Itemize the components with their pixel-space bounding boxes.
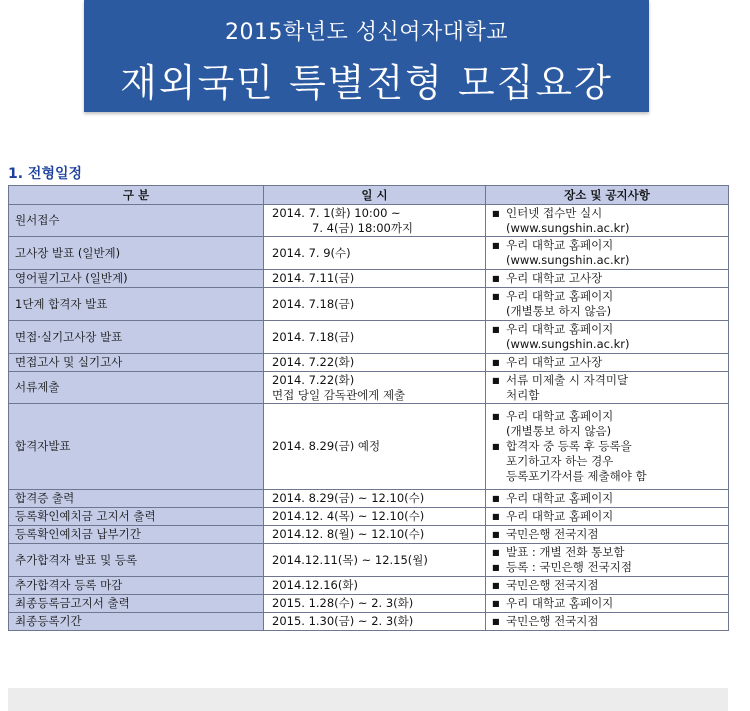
row-notes (486, 270, 729, 288)
square-bullet-icon: ■ (492, 548, 500, 557)
note-item (492, 271, 724, 286)
schedule-table (8, 185, 729, 631)
date-line: 2015. 1.28(수) ~ 2. 3(화) (272, 596, 414, 610)
note-line: (개별통보 하지 않음) (506, 304, 612, 318)
row-date (264, 237, 486, 270)
date-line: 면접 당일 감독관에게 제출 (272, 387, 406, 402)
title-banner (84, 0, 649, 112)
row-date (264, 544, 486, 577)
row-notes (486, 372, 729, 404)
row-date (264, 508, 486, 526)
square-bullet-icon: ■ (492, 442, 500, 451)
date-line: 2014. 7.22(화) (272, 355, 355, 369)
note-line: 발표 : 개별 전화 통보함 (506, 545, 625, 559)
note-line: (www.sungshin.ac.kr) (506, 220, 630, 235)
row-notes (486, 577, 729, 595)
date-line: 2014. 7. 1(화) 10:00 ~ (272, 205, 401, 220)
square-bullet-icon: ■ (492, 325, 500, 334)
date-line: 2014. 7.18(금) (272, 329, 355, 344)
note-item (492, 509, 724, 524)
row-date (264, 321, 486, 354)
note-line: 우리 대학교 홈페이지 (506, 596, 614, 610)
table-row (9, 288, 729, 321)
row-notes (486, 544, 729, 577)
note-item (492, 560, 724, 575)
table-row (9, 321, 729, 354)
schedule-table-body (9, 205, 729, 631)
note-line: 우리 대학교 홈페이지 (506, 289, 614, 303)
note-line: 인터넷 접수만 실시 (506, 205, 603, 220)
row-category: 영어필기고사 (일반계) (9, 270, 264, 288)
note-item (492, 614, 724, 629)
note-item (492, 322, 724, 352)
table-row (9, 526, 729, 544)
row-notes (486, 237, 729, 270)
banner-title: 재외국민 특별전형 모집요강 (120, 61, 613, 105)
date-line: 2014.12. 8(월) ~ 12.10(수) (272, 527, 425, 541)
note-line: 우리 대학교 홈페이지 (506, 322, 614, 336)
note-line: 등록포기각서를 제출해야 함 (506, 469, 647, 483)
header-notes: 장소 및 공지사항 (486, 186, 729, 205)
table-header-row (9, 186, 729, 205)
date-line: 2014.12.16(화) (272, 578, 358, 592)
row-category: 최종등록기간 (9, 613, 264, 631)
row-date (264, 372, 486, 404)
square-bullet-icon: ■ (492, 581, 500, 590)
note-line: (www.sungshin.ac.kr) (506, 253, 630, 267)
row-date (264, 270, 486, 288)
square-bullet-icon: ■ (492, 292, 500, 301)
note-item (492, 491, 724, 506)
banner-subtitle: 2015학년도 성신여자대학교 (224, 20, 508, 45)
row-date (264, 354, 486, 372)
row-category: 면접·실기고사장 발표 (9, 321, 264, 354)
row-category: 최종등록금고지서 출력 (9, 595, 264, 613)
note-item (492, 409, 724, 439)
square-bullet-icon: ■ (492, 563, 500, 572)
square-bullet-icon: ■ (492, 599, 500, 608)
note-line: (개별통보 하지 않음) (506, 424, 612, 438)
note-item (492, 545, 724, 560)
date-line: 2014. 7.11(금) (272, 271, 355, 285)
note-item (492, 206, 724, 236)
square-bullet-icon: ■ (492, 617, 500, 626)
square-bullet-icon: ■ (492, 530, 500, 539)
row-date (264, 526, 486, 544)
date-line: 2014. 7.18(금) (272, 296, 355, 311)
row-date (264, 613, 486, 631)
row-date (264, 404, 486, 490)
row-notes (486, 613, 729, 631)
square-bullet-icon: ■ (492, 274, 500, 283)
note-line: 우리 대학교 고사장 (506, 355, 603, 369)
square-bullet-icon: ■ (492, 241, 500, 250)
square-bullet-icon: ■ (492, 494, 500, 503)
note-line: 포기하고자 하는 경우 (506, 454, 614, 468)
date-line: 2014. 7. 9(수) (272, 245, 351, 260)
row-notes (486, 526, 729, 544)
row-notes (486, 508, 729, 526)
date-line: 2014. 7.22(화) (272, 372, 355, 387)
date-line: 2014. 8.29(금) ~ 12.10(수) (272, 491, 425, 505)
note-line: 우리 대학교 홈페이지 (506, 509, 614, 523)
row-category: 합격증 출력 (9, 490, 264, 508)
table-row (9, 544, 729, 577)
bottom-bar (8, 688, 728, 711)
row-date (264, 595, 486, 613)
row-category: 고사장 발표 (일반계) (9, 237, 264, 270)
row-notes (486, 354, 729, 372)
row-date (264, 490, 486, 508)
square-bullet-icon: ■ (492, 208, 500, 218)
note-line: 우리 대학교 홈페이지 (506, 238, 614, 252)
table-row (9, 372, 729, 404)
row-notes (486, 321, 729, 354)
note-item (492, 596, 724, 611)
note-line: 우리 대학교 홈페이지 (506, 409, 614, 423)
table-row (9, 270, 729, 288)
row-date (264, 577, 486, 595)
note-line: 우리 대학교 홈페이지 (506, 491, 614, 505)
row-date (264, 288, 486, 321)
date-line: 2014. 8.29(금) 예정 (272, 439, 381, 453)
table-row (9, 490, 729, 508)
row-category: 등록확인예치금 납부기간 (9, 526, 264, 544)
date-line: 2015. 1.30(금) ~ 2. 3(화) (272, 614, 414, 628)
row-category: 원서접수 (9, 205, 264, 237)
square-bullet-icon: ■ (492, 375, 500, 385)
date-line: 2014.12.11(목) ~ 12.15(월) (272, 552, 428, 567)
row-category: 면접고사 및 실기고사 (9, 354, 264, 372)
note-line: (www.sungshin.ac.kr) (506, 337, 630, 351)
table-row (9, 613, 729, 631)
square-bullet-icon: ■ (492, 412, 500, 421)
note-line: 등록 : 국민은행 전국지점 (506, 560, 632, 574)
row-category: 추가합격자 등록 마감 (9, 577, 264, 595)
row-notes (486, 288, 729, 321)
date-line: 2014.12. 4(목) ~ 12.10(수) (272, 509, 425, 523)
row-notes (486, 490, 729, 508)
note-line: 국민은행 전국지점 (506, 527, 599, 541)
row-date (264, 205, 486, 237)
row-category: 서류제출 (9, 372, 264, 404)
square-bullet-icon: ■ (492, 358, 500, 367)
note-item (492, 238, 724, 268)
table-row (9, 237, 729, 270)
row-category: 1단계 합격자 발표 (9, 288, 264, 321)
note-item (492, 439, 724, 484)
row-notes (486, 404, 729, 490)
note-line: 합격자 중 등록 후 등록을 (506, 439, 632, 453)
table-row (9, 508, 729, 526)
date-line: 7. 4(금) 18:00까지 (312, 220, 414, 235)
square-bullet-icon: ■ (492, 512, 500, 521)
header-category: 구 분 (9, 186, 264, 205)
header-date: 일 시 (264, 186, 486, 205)
row-category: 등록확인예치금 고지서 출력 (9, 508, 264, 526)
table-row (9, 577, 729, 595)
note-line: 국민은행 전국지점 (506, 614, 599, 628)
note-line: 국민은행 전국지점 (506, 578, 599, 592)
note-item (492, 373, 724, 403)
row-notes (486, 205, 729, 237)
note-item (492, 355, 724, 370)
section-title: 1. 전형일정 (8, 166, 83, 182)
note-item (492, 527, 724, 542)
table-row (9, 404, 729, 490)
row-category: 추가합격자 발표 및 등록 (9, 544, 264, 577)
row-category: 합격자발표 (9, 404, 264, 490)
note-item (492, 578, 724, 593)
note-line: 서류 미제출 시 자격미달 (506, 372, 629, 387)
note-item (492, 289, 724, 319)
note-line: 우리 대학교 고사장 (506, 271, 603, 285)
note-line: 처리함 (506, 387, 540, 402)
table-row (9, 595, 729, 613)
table-row (9, 205, 729, 237)
row-notes (486, 595, 729, 613)
table-row (9, 354, 729, 372)
